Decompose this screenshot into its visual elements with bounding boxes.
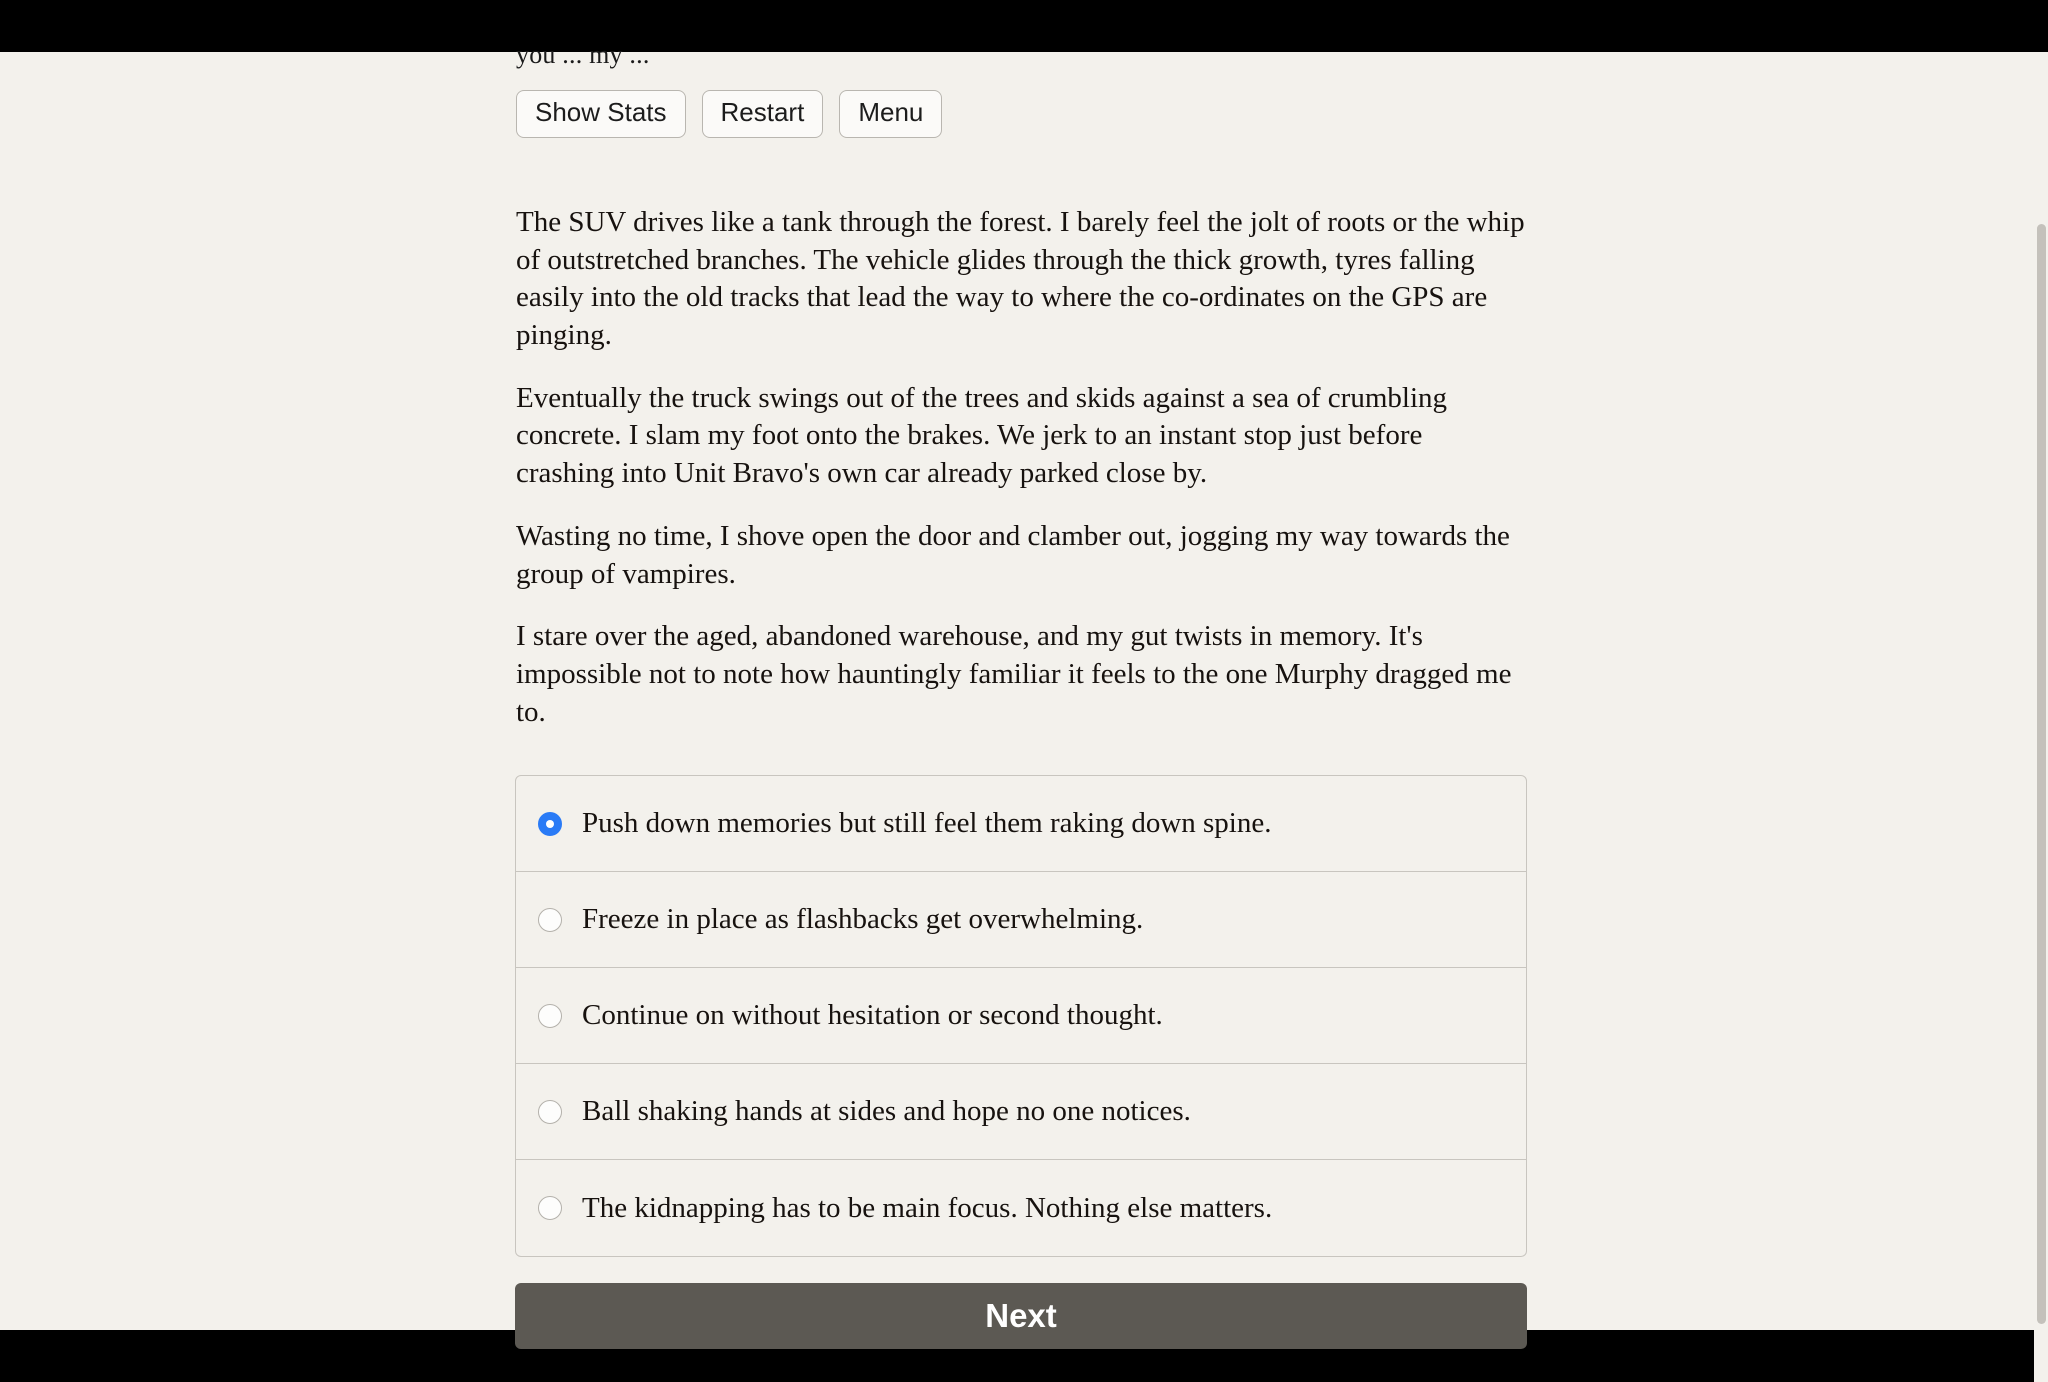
story-paragraph: Eventually the truck swings out of the trees and skids against a sea of crumbling concrete. I slam my foot onto the brakes. We jerk to an instant stop just before crashing into Unit Bravo's own car already parked close by. bbox=[516, 381, 1448, 490]
next-button[interactable]: Next bbox=[515, 1283, 1527, 1349]
choice-option[interactable] bbox=[516, 968, 1526, 1064]
choice-label: Freeze in place as flashbacks get overwhelming. bbox=[582, 903, 1144, 936]
choice-option[interactable] bbox=[516, 872, 1526, 968]
choice-option[interactable] bbox=[516, 776, 1526, 872]
choice-option[interactable] bbox=[516, 1064, 1526, 1160]
radio-icon[interactable] bbox=[538, 1100, 562, 1124]
radio-icon[interactable] bbox=[538, 1004, 562, 1028]
game-viewport bbox=[0, 40, 2048, 1334]
scrollbar-thumb[interactable] bbox=[2037, 224, 2046, 1324]
story-paragraph: The SUV drives like a tank through the forest. I barely feel the jolt of roots or the whip of outstretched branches. The vehicle glides through the thick growth, tyres falling easily into the old tracks that lead the way to where the co-ordinates on the GPS are pinging. bbox=[516, 206, 1525, 352]
choice-option[interactable] bbox=[516, 1160, 1526, 1256]
radio-icon[interactable] bbox=[538, 908, 562, 932]
toolbar bbox=[516, 90, 942, 138]
restart-button[interactable]: Restart bbox=[702, 90, 824, 138]
radio-icon[interactable] bbox=[538, 812, 562, 836]
cutoff-text: you ... my ... bbox=[516, 40, 650, 69]
show-stats-button[interactable]: Show Stats bbox=[516, 90, 686, 138]
choice-label: Continue on without hesitation or second thought. bbox=[582, 999, 1163, 1032]
menu-button[interactable]: Menu bbox=[839, 90, 942, 138]
scrollbar-track[interactable] bbox=[2034, 104, 2048, 1382]
radio-icon[interactable] bbox=[538, 1196, 562, 1220]
choice-list bbox=[515, 775, 1527, 1257]
choice-label: Ball shaking hands at sides and hope no one notices. bbox=[582, 1095, 1191, 1128]
story-paragraph: I stare over the aged, abandoned warehouse, and my gut twists in memory. It's impossible not to note how hauntingly familiar it feels to the one Murphy dragged me to. bbox=[516, 620, 1512, 728]
choice-label: The kidnapping has to be main focus. Nothing else matters. bbox=[582, 1191, 1273, 1224]
story-paragraph: Wasting no time, I shove open the door and clamber out, jogging my way towards the group of vampires. bbox=[516, 519, 1510, 590]
story-text bbox=[516, 204, 1526, 756]
choice-label: Push down memories but still feel them raking down spine. bbox=[582, 807, 1272, 840]
